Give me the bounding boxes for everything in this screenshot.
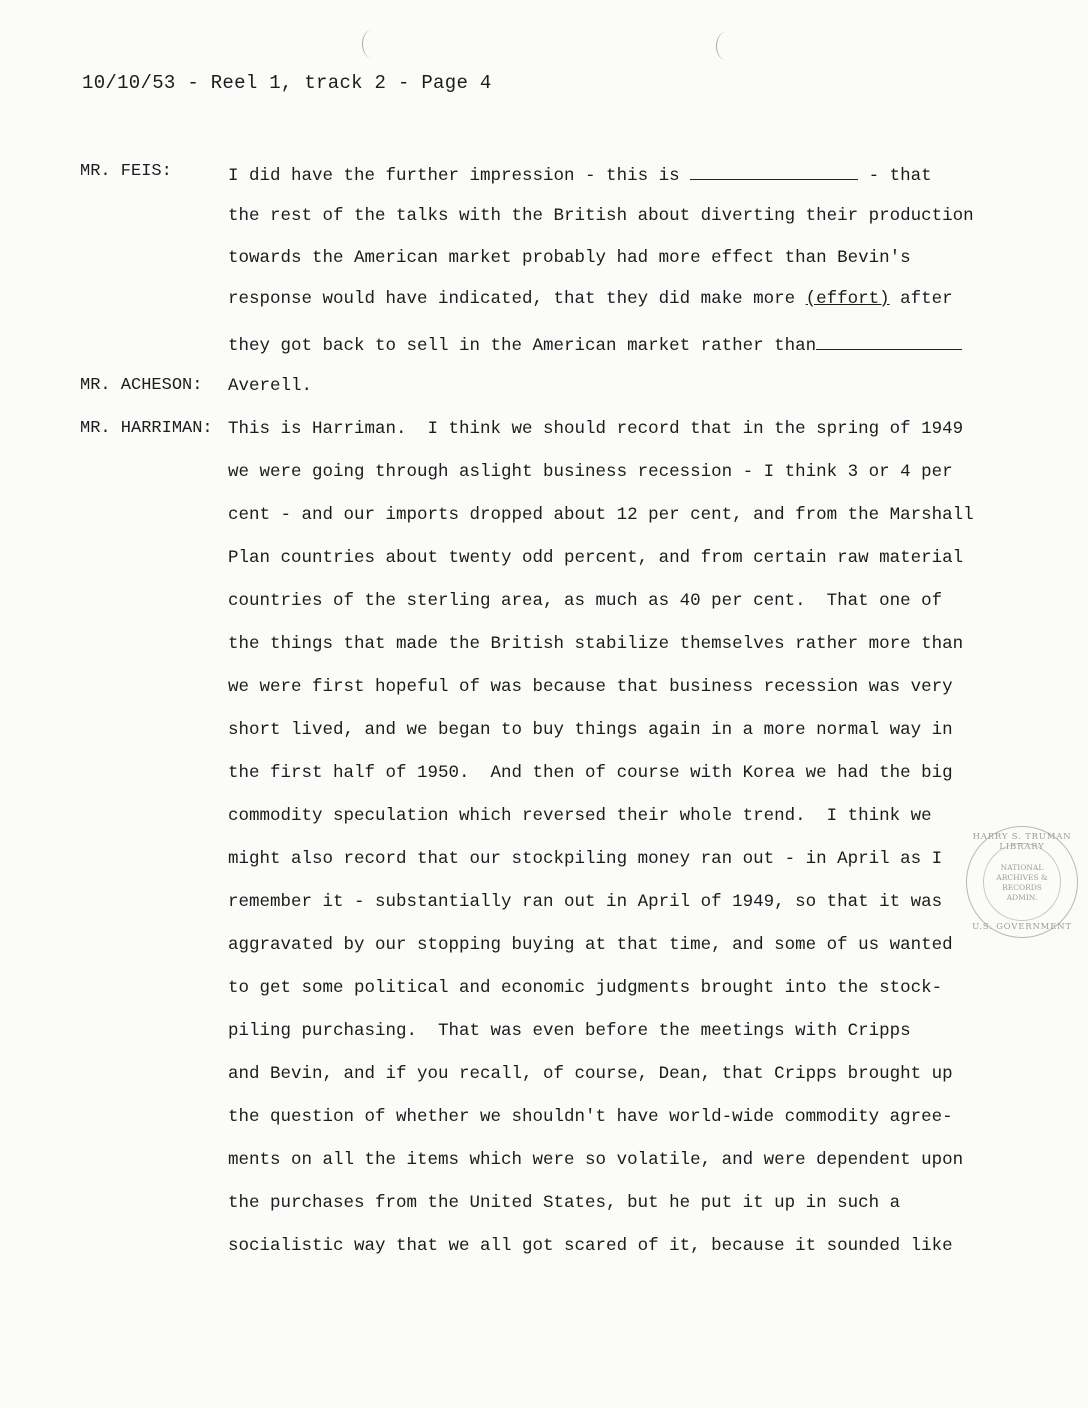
harriman-line: cent - and our imports dropped about 12 per cent, and from the Marshall bbox=[228, 505, 974, 525]
harriman-line: we were first hopeful of was because that business recession was very bbox=[228, 677, 953, 697]
harriman-line: ments on all the items which were so volatile, and were dependent upon bbox=[228, 1150, 964, 1170]
harriman-line: countries of the sterling area, as much as 40 per cent. That one of bbox=[228, 591, 943, 611]
feis-blank-2 bbox=[816, 331, 962, 350]
harriman-line: the things that made the British stabilize themselves rather more than bbox=[228, 634, 964, 654]
speaker-harriman: MR. HARRIMAN: bbox=[80, 419, 213, 438]
feis-line-4b: after bbox=[889, 289, 953, 309]
harriman-line: we were going through aslight business recession - I think 3 or 4 per bbox=[228, 462, 953, 482]
harriman-line: socialistic way that we all got scared of it, because it sounded like bbox=[228, 1236, 953, 1256]
harriman-line: and Bevin, and if you recall, of course, Dean, that Cripps brought up bbox=[228, 1064, 953, 1084]
feis-effort-underlined: (effort) bbox=[805, 289, 890, 309]
harriman-line: Plan countries about twenty odd percent, and from certain raw material bbox=[228, 548, 964, 568]
feis-line-4 bbox=[228, 288, 953, 310]
stamp-top-text: HARRY S. TRUMAN LIBRARY bbox=[972, 832, 1072, 852]
harriman-line: piling purchasing. That was even before the meetings with Cripps bbox=[228, 1021, 911, 1041]
feis-line-1 bbox=[228, 161, 932, 187]
harriman-line: might also record that our stockpiling money ran out - in April as I bbox=[228, 849, 943, 869]
harriman-line: This is Harriman. I think we should record that in the spring of 1949 bbox=[228, 419, 964, 439]
library-stamp bbox=[966, 826, 1078, 938]
harriman-line: remember it - substantially ran out in April of 1949, so that it was bbox=[228, 892, 943, 912]
harriman-line: short lived, and we began to buy things again in a more normal way in bbox=[228, 720, 953, 740]
feis-line-5-text: they got back to sell in the American market rather than bbox=[228, 336, 817, 356]
harriman-line: commodity speculation which reversed their whole trend. I think we bbox=[228, 806, 932, 826]
feis-line-1b: - that bbox=[858, 166, 932, 186]
harriman-line: aggravated by our stopping buying at that time, and some of us wanted bbox=[228, 935, 953, 955]
feis-blank-1 bbox=[690, 161, 858, 180]
speaker-acheson: MR. ACHESON: bbox=[80, 376, 203, 395]
feis-line-4a: response would have indicated, that they did make more bbox=[228, 289, 806, 309]
stamp-center-text: NATIONAL ARCHIVES & RECORDS ADMIN. bbox=[996, 863, 1048, 902]
stamp-bottom-text: U.S. GOVERNMENT bbox=[972, 922, 1072, 932]
acheson-line: Averell. bbox=[228, 376, 313, 396]
feis-line-5 bbox=[228, 331, 962, 357]
harriman-line: the purchases from the United States, but he put it up in such a bbox=[228, 1193, 901, 1213]
harriman-line: the first half of 1950. And then of course with Korea we had the big bbox=[228, 763, 953, 783]
feis-line-3: towards the American market probably had more effect than Bevin's bbox=[228, 248, 911, 268]
feis-line-1a: I did have the further impression - this is bbox=[228, 166, 691, 186]
feis-line-2: the rest of the talks with the British about diverting their production bbox=[228, 206, 974, 226]
harriman-line: to get some political and economic judgments brought into the stock- bbox=[228, 978, 943, 998]
speaker-feis: MR. FEIS: bbox=[80, 162, 172, 181]
hole-punch-mark-left bbox=[362, 30, 381, 58]
page-header: 10/10/53 - Reel 1, track 2 - Page 4 bbox=[82, 72, 492, 94]
harriman-line: the question of whether we shouldn't have world-wide commodity agree- bbox=[228, 1107, 953, 1127]
hole-punch-mark-right bbox=[716, 32, 735, 60]
